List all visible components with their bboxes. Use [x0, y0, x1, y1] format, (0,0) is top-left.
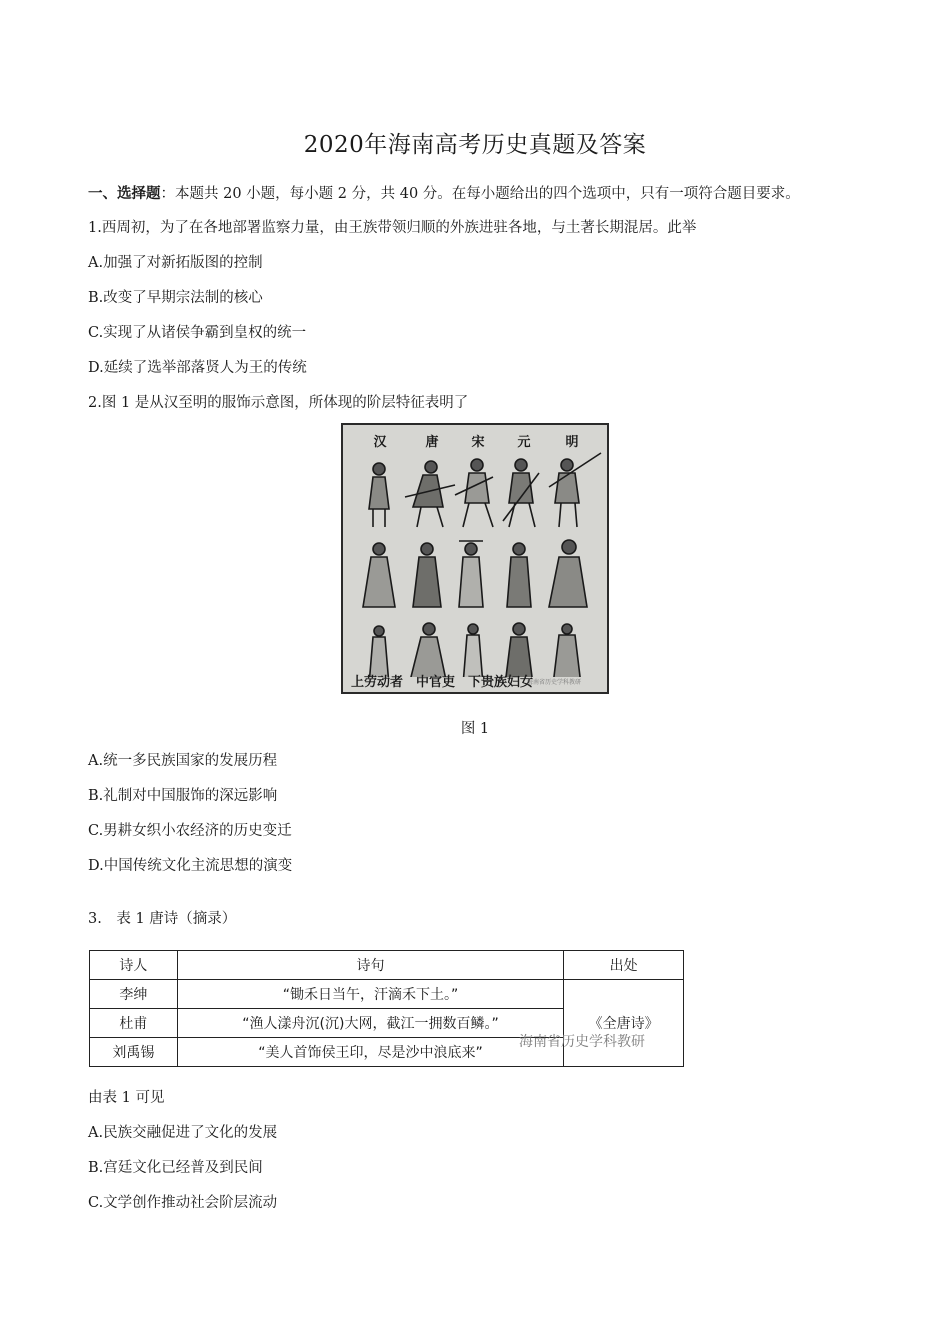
q3-option-b: B.宫廷文化已经普及到民间 [88, 1160, 263, 1176]
section-header [88, 184, 800, 204]
verse-cell: “锄禾日当午，汗滴禾下土。” [177, 980, 563, 1009]
figure-watermark: 海南省历史学科教研 [527, 679, 582, 686]
header-source: 出处 [564, 951, 684, 980]
poet-cell: 李绅 [90, 980, 178, 1009]
noblewoman-tang-figure [409, 623, 447, 677]
official-yuan-figure [507, 543, 531, 607]
poet-cell: 刘禹锡 [90, 1038, 178, 1067]
laborer-tang-figure [405, 461, 455, 527]
q1-option-d: D.延续了选举部落贤人为王的传统 [88, 360, 307, 376]
q2-option-a: A.统一多民族国家的发展历程 [88, 753, 278, 769]
source-cell: 《全唐诗》 [564, 980, 684, 1067]
q1-stem: 1.西周初，为了在各地部署监察力量，由王族带领归顺的外族进驻各地，与土著长期混居。此举 [88, 220, 697, 236]
table-header-row [90, 951, 684, 980]
section-instructions: ：本题共 20 小题，每小题 2 分，共 40 分。在每小题给出的四个选项中，只有一项符合题目要求。 [160, 186, 800, 202]
costume-illustration [343, 447, 607, 677]
verse-cell: “美人首饰侯王印，尽是沙中浪底来” [177, 1038, 563, 1067]
q1-option-c: C.实现了从诸侯争霸到皇权的统一 [88, 325, 307, 341]
figure-row-labels: 上劳动者 中官吏 下贵族妇女 [351, 675, 534, 690]
q2-option-d: D.中国传统文化主流思想的演变 [88, 858, 293, 874]
header-poet: 诗人 [90, 951, 178, 980]
dynasty-label-tang: 唐 [425, 435, 439, 450]
section-heading: 一、选择题 [88, 185, 161, 202]
noblewoman-ming-figure [553, 624, 581, 677]
dynasty-label-ming: 明 [565, 435, 579, 450]
noblewoman-song-figure [463, 624, 483, 677]
page-title: 2020年海南高考历史真题及答案 [303, 132, 647, 158]
laborer-han-figure [369, 463, 389, 527]
laborer-song-figure [455, 459, 493, 527]
figure-caption: 图 1 [460, 721, 490, 737]
official-song-figure [459, 541, 483, 607]
q1-option-a: A.加强了对新拓版图的控制 [88, 255, 263, 271]
poet-cell: 杜甫 [90, 1009, 178, 1038]
dynasty-label-song: 宋 [471, 435, 485, 450]
laborer-yuan-figure [503, 459, 539, 527]
dynasty-label-han: 汉 [373, 435, 387, 450]
q3-lead: 由表 1 可见 [88, 1090, 165, 1106]
q3-option-a: A.民族交融促进了文化的发展 [88, 1125, 278, 1141]
official-tang-figure [413, 543, 441, 607]
q3-stem: 3. 表 1 唐诗（摘录） [88, 911, 237, 927]
official-ming-figure [549, 540, 587, 607]
dynasty-label-yuan: 元 [517, 435, 531, 450]
noblewoman-yuan-figure [505, 623, 533, 677]
laborer-ming-figure [549, 453, 601, 527]
q1-option-b: B.改变了早期宗法制的核心 [88, 290, 263, 306]
official-han-figure [363, 543, 395, 607]
table-row [90, 980, 684, 1009]
q2-stem: 2.图 1 是从汉至明的服饰示意图，所体现的阶层特征表明了 [88, 395, 469, 411]
table-watermark: 海南省历史学科教研 [519, 1034, 645, 1050]
q2-option-b: B.礼制对中国服饰的深远影响 [88, 788, 278, 804]
noblewoman-han-figure [369, 626, 389, 677]
header-verse: 诗句 [177, 951, 563, 980]
verse-cell: “渔人漾舟沉(沉)大网，截江一拥数百鳞。” [177, 1009, 563, 1038]
costume-figure [341, 423, 609, 694]
q3-option-c: C.文学创作推动社会阶层流动 [88, 1195, 278, 1211]
q2-option-c: C.男耕女织小农经济的历史变迁 [88, 823, 292, 839]
